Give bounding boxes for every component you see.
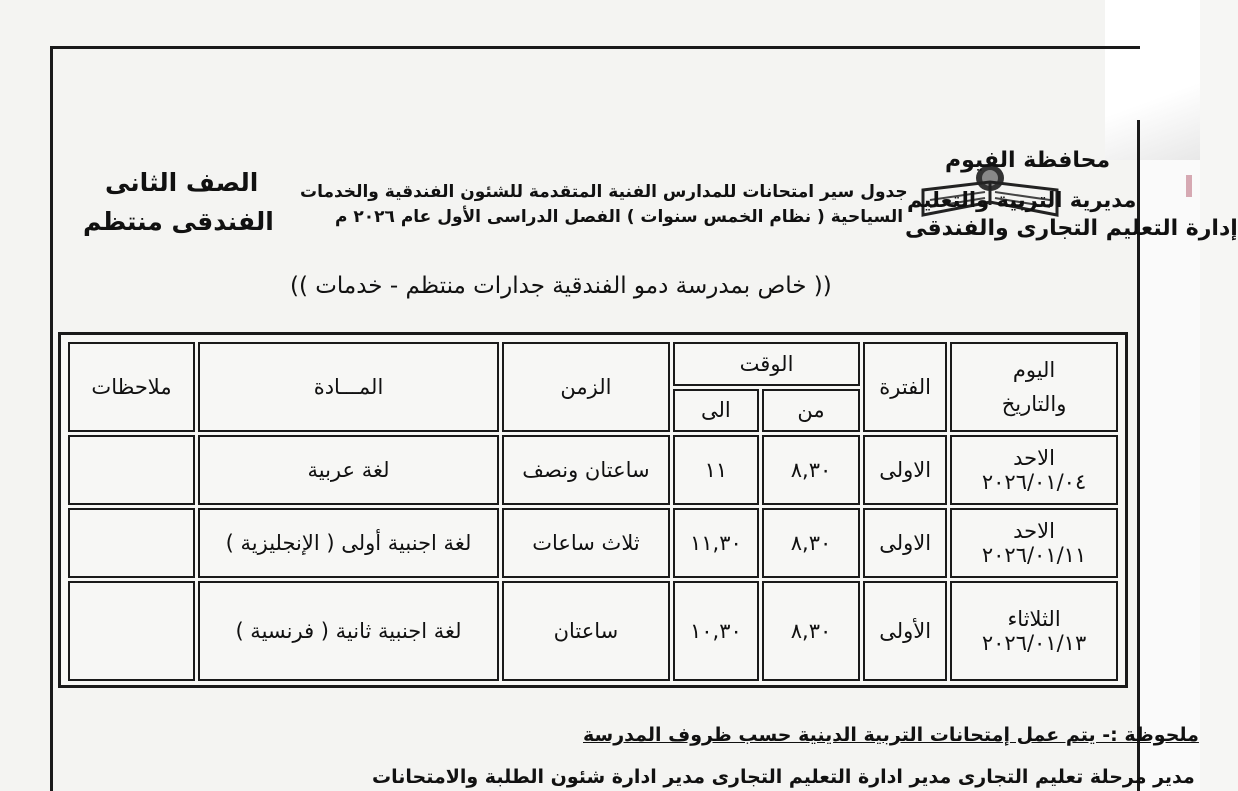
cell-subject: لغة اجنبية ثانية ( فرنسية ) [198, 581, 499, 681]
cell-day-date [950, 508, 1118, 578]
signatures-line: مدير مرحلة تعليم التجارى مدير ادارة التعليم التجارى مدير ادارة شئون الطلبة والامتحانات [372, 766, 1195, 788]
cell-day: الاحد [1013, 446, 1055, 470]
table-row [68, 508, 1118, 578]
header-notes: ملاحظات [68, 342, 195, 432]
section-label: الفندقى منتظم [83, 207, 274, 236]
schedule-table-frame [58, 332, 1128, 688]
table-row [68, 435, 1118, 505]
cell-to: ١١,٣٠ [673, 508, 759, 578]
governorate-label: محافظة الفيوم [945, 148, 1111, 173]
cell-from: ٨,٣٠ [762, 435, 860, 505]
note-text: ملحوظة :- يتم عمل إمتحانات التربية الدينية حسب ظروف المدرسة [583, 724, 1199, 746]
cell-from: ٨,٣٠ [762, 508, 860, 578]
cell-date: ٢٠٢٦/٠١/٠٤ [981, 470, 1087, 494]
cell-notes [68, 508, 195, 578]
page-edge [1140, 160, 1200, 791]
header-period: الفترة [863, 342, 947, 432]
cell-duration: ساعتان ونصف [502, 435, 670, 505]
administration-label: إدارة التعليم التجارى والفندقى [905, 216, 1238, 241]
cell-notes [68, 581, 195, 681]
cell-to: ١٠,٣٠ [673, 581, 759, 681]
header-time: الوقت [673, 342, 860, 386]
header-duration: الزمن [502, 342, 670, 432]
cell-from: ٨,٣٠ [762, 581, 860, 681]
cell-notes [68, 435, 195, 505]
cell-day-date [950, 581, 1118, 681]
frame-top [50, 46, 1140, 49]
cell-duration: ساعتان [502, 581, 670, 681]
header-to: الى [673, 389, 759, 433]
frame-left [50, 46, 53, 791]
cell-period: الاولى [863, 508, 947, 578]
page-curl [1105, 0, 1200, 160]
schedule-title-line2: السياحية ( نظام الخمس سنوات ) الفصل الدراسى الأول عام ٢٠٢٦ م [335, 207, 904, 227]
header-from: من [762, 389, 860, 433]
cell-period: الاولى [863, 435, 947, 505]
cell-day: الاحد [1013, 519, 1055, 543]
grade-label: الصف الثانى [105, 168, 259, 197]
cell-date: ٢٠٢٦/٠١/١٣ [981, 631, 1087, 655]
table-row [68, 581, 1118, 681]
cell-day-date [950, 435, 1118, 505]
cell-duration: ثلاث ساعات [502, 508, 670, 578]
header-day-date: اليوم والتاريخ [950, 342, 1118, 432]
cell-day: الثلاثاء [1007, 607, 1061, 631]
header-subject: المـــادة [198, 342, 499, 432]
cell-subject: لغة عربية [198, 435, 499, 505]
school-line: (( خاص بمدرسة دمو الفندقية جدارات منتظم - خدمات )) [290, 273, 832, 299]
cell-date: ٢٠٢٦/٠١/١١ [981, 543, 1087, 567]
schedule-title-line1: جدول سير امتحانات للمدارس الفنية المتقدمة للشئون الفندقية والخدمات [300, 182, 908, 202]
cell-subject: لغة اجنبية أولى ( الإنجليزية ) [198, 508, 499, 578]
cell-period: الأولى [863, 581, 947, 681]
edge-mark [1186, 175, 1192, 197]
table-header-row [68, 342, 1118, 386]
directorate-label: مديرية التربية والتعليم [907, 188, 1137, 212]
schedule-table [65, 339, 1121, 684]
cell-to: ١١ [673, 435, 759, 505]
